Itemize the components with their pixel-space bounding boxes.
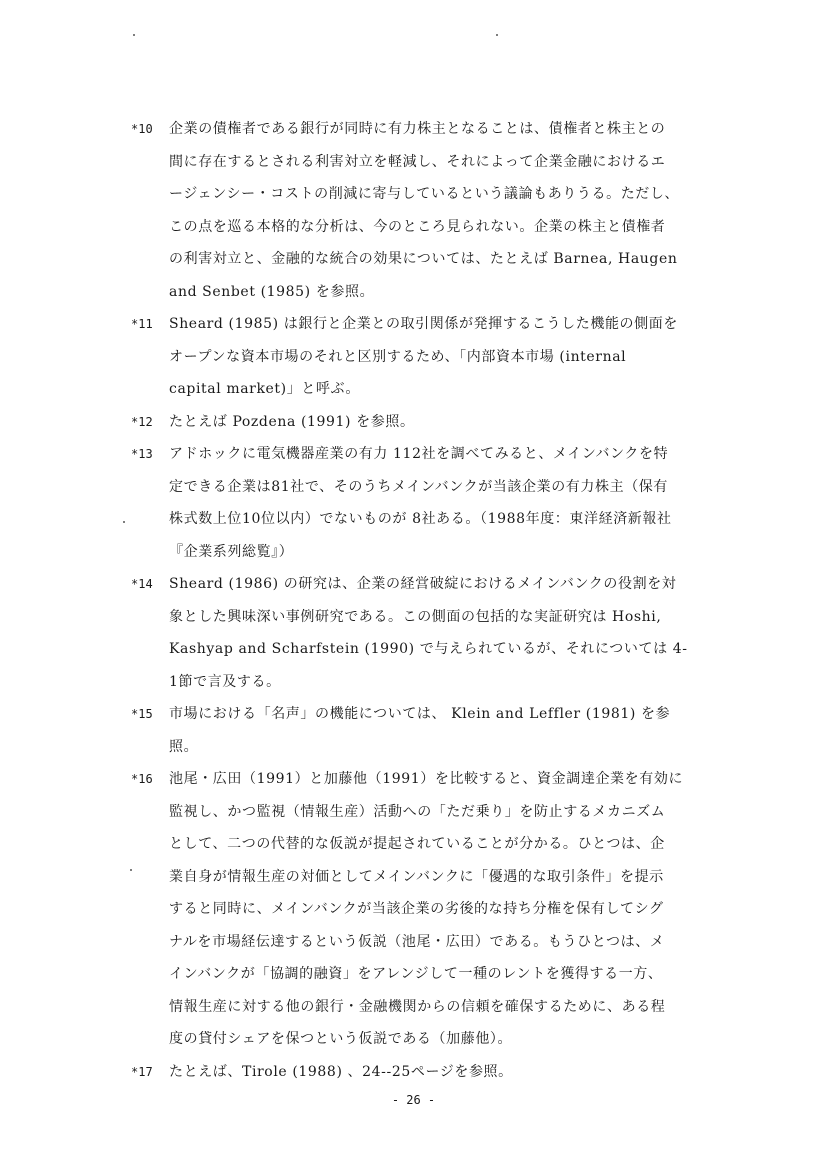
footnote-line: 象とした興味深い事例研究である。この側面の包括的な実証研究は Hoshi,: [169, 608, 662, 625]
footnote-line: オープンな資本市場のそれと区別するため、「内部資本市場 (internal: [169, 348, 627, 365]
footnote-line: 間に存在するとされる利害対立を軽減し、それによって企業金融におけるエ: [169, 153, 666, 170]
footnotes-list: [131, 113, 731, 1088]
footnote: [131, 1056, 731, 1089]
footnote-line: 監視し、かつ監視（情報生産）活動への「ただ乗り」を防止するメカニズム: [169, 803, 666, 820]
footnote-marker: *11: [131, 317, 153, 331]
footnote-line: たとえば、Tirole (1988) 、24--25ページを参照。: [169, 1063, 513, 1080]
footnote-marker: *13: [131, 447, 153, 461]
footnote-marker: *12: [131, 414, 153, 429]
scan-speck: [496, 34, 498, 36]
page-number: - 26 -: [391, 1093, 436, 1107]
footnote-line: の利害対立と、金融的な統合の効果については、たとえば Barnea, Haugen: [169, 251, 678, 267]
footnote-line: ナルを市場経伝達するという仮説（池尾・広田）である。もうひとつは、メ: [169, 933, 665, 950]
footnote-line: 業自身が情報生産の対価としてメインバンクに「優遇的な取引条件」を提示: [169, 868, 664, 885]
footnote-body: [169, 763, 731, 1056]
footnote-marker: *10: [131, 122, 153, 136]
footnote-line: ージェンシー・コストの削減に寄与しているという議論もありうる。ただし、: [169, 186, 680, 202]
footnote-line: アドホックに電気機器産業の有力 112社を調べてみると、メインバンクを特: [169, 446, 669, 462]
footnote-line: and Senbet (1985) を参照。: [169, 283, 375, 300]
footnote-body: [169, 438, 731, 568]
footnote-body: [169, 1056, 731, 1089]
footnote-marker: *14: [131, 577, 153, 591]
footnote-line: すると同時に、メインバンクが当該企業の劣後的な持ち分権を保有してシグ: [169, 901, 664, 917]
footnote-body: [169, 308, 731, 406]
footnote-line: Kashyap and Scharfstein (1990) で与えられているが、それについては 4-: [169, 641, 688, 657]
scan-speck: [133, 34, 135, 36]
footnote-body: [169, 406, 731, 439]
footnote-body: [169, 698, 731, 763]
footnote-marker: *17: [131, 1064, 153, 1079]
footnote: [131, 113, 731, 308]
footnote-line: 情報生産に対する他の銀行・金融機関からの信頼を確保するために、ある程: [169, 998, 666, 1015]
footnote-body: [169, 113, 731, 308]
footnote-marker: *15: [131, 707, 153, 721]
scan-speck: [123, 521, 125, 523]
footnote-line: この点を巡る本格的な分析は、今のところ見られない。企業の株主と債権者: [169, 218, 666, 235]
footnote: [131, 568, 731, 698]
footnote-line: インバンクが「協調的融資」をアレンジして一種のレントを獲得する一方、: [169, 966, 663, 982]
footnote: [131, 406, 731, 439]
footnote-line: として、二つの代替的な仮説が提起されていることが分かる。ひとつは、企: [169, 836, 665, 852]
footnote: [131, 308, 731, 406]
footnote: [131, 698, 731, 763]
footnote-marker: *16: [131, 772, 153, 786]
footnote: [131, 763, 731, 1056]
footnote-line: 照。: [169, 738, 199, 755]
footnote-line: 1節で言及する。: [169, 673, 281, 690]
footnote-line: 度の貸付シェアを保つという仮説である（加藤他）。: [169, 1031, 513, 1047]
footnote-line: 定できる企業は81社で、そのうちメインバンクが当該企業の有力株主（保有: [169, 478, 668, 495]
footnote-line: Sheard (1985) は銀行と企業との取引関係が発揮するこうした機能の側面を: [169, 316, 678, 332]
footnote-line: 市場における「名声」の機能については、 Klein and Leffler (1981) を参: [169, 706, 671, 722]
footnote-line: 池尾・広田（1991）と加藤他（1991）を比較すると、資金調達企業を有効に: [169, 771, 684, 787]
footnote-body: [169, 568, 731, 698]
footnote: [131, 438, 731, 568]
footnote-line: 株式数上位10位以内）でないものが 8社ある。（1988年度：東洋経済新報社: [169, 511, 672, 527]
footnote-line: 『企業系列総覧』）: [169, 543, 294, 560]
footnote-line: capital market)」と呼ぶ。: [169, 381, 360, 397]
footnote-line: 企業の債権者である銀行が同時に有力株主となることは、債権者と株主との: [169, 121, 666, 137]
footnote-line: Sheard (1986) の研究は、企業の経営破綻におけるメインバンクの役割を対: [169, 576, 677, 592]
footnote-line: たとえば Pozdena (1991) を参照。: [169, 413, 415, 430]
